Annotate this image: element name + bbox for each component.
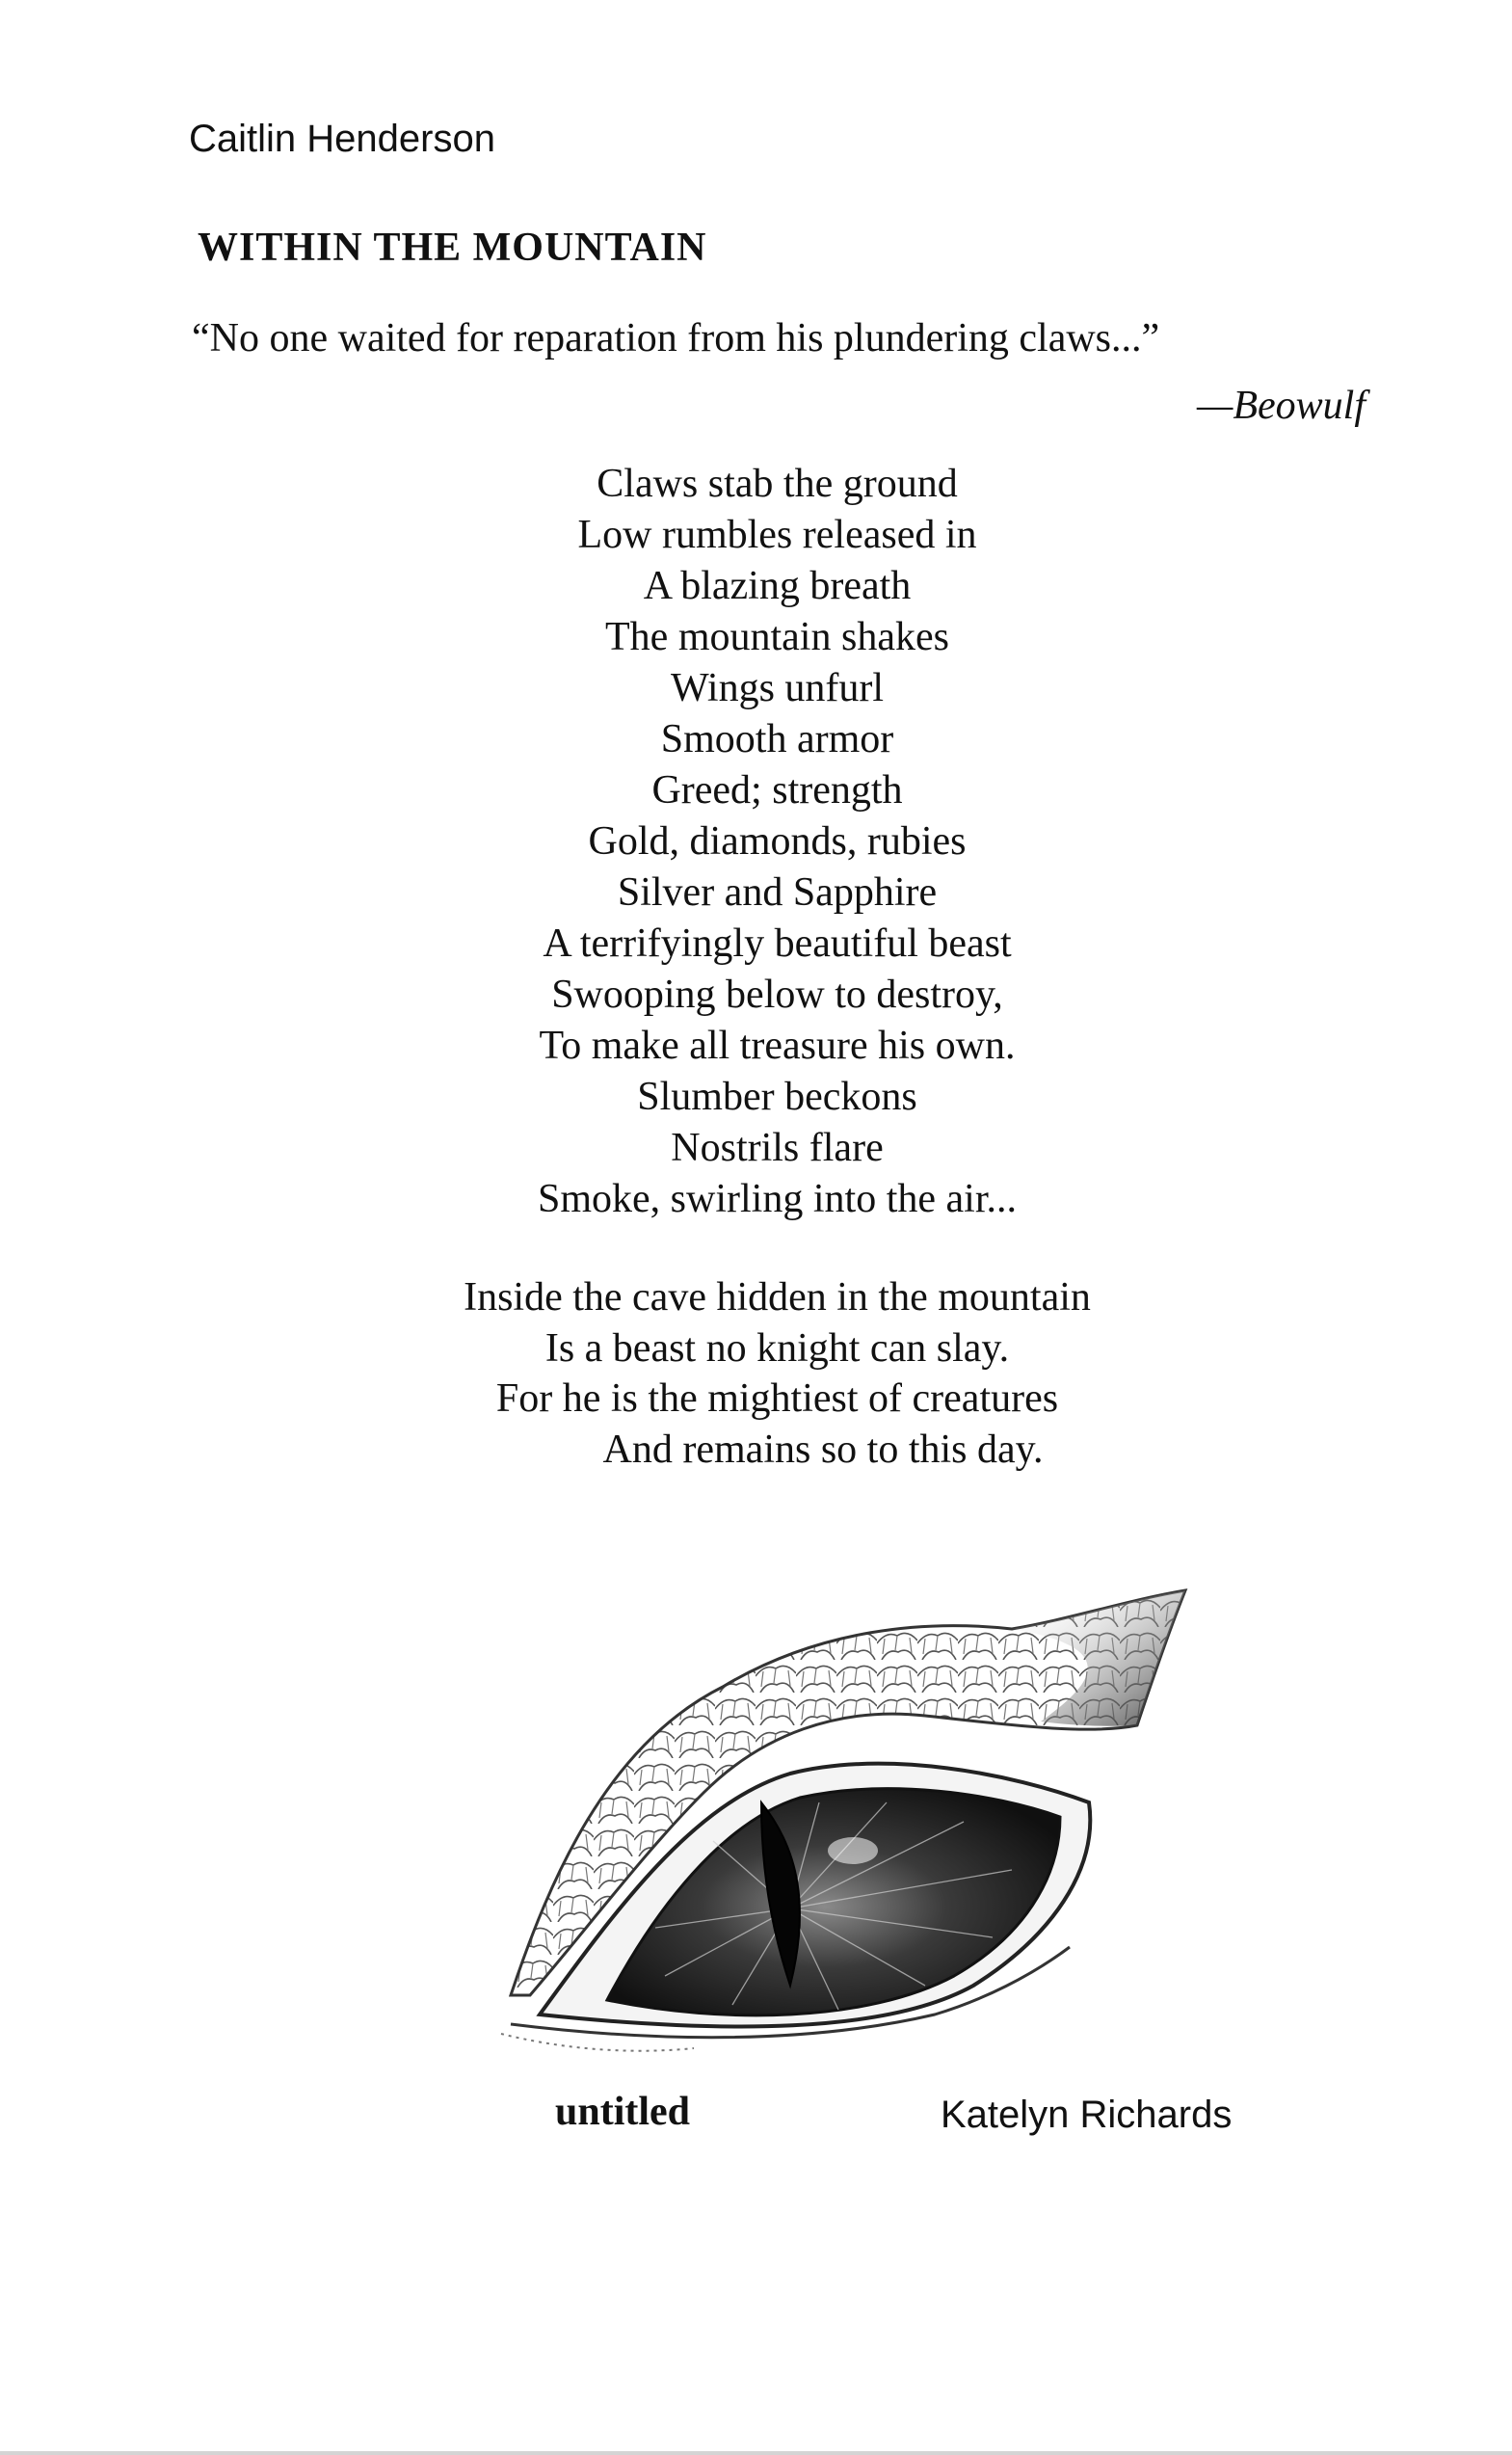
poem-stanza-2 — [0, 1272, 1512, 1475]
poem-line: The mountain shakes — [605, 615, 949, 659]
poem-line: Nostrils flare — [671, 1126, 884, 1170]
poem-title: WITHIN THE MOUNTAIN — [198, 226, 707, 270]
poem-line: Smooth armor — [660, 717, 894, 761]
poem-line: Is a beast no knight can slay. — [544, 1325, 1010, 1371]
poem-line: Swooping below to destroy, — [551, 973, 1003, 1017]
poem-line: And remains so to this day. — [602, 1427, 1044, 1472]
author-name: Caitlin Henderson — [189, 118, 495, 160]
epigraph-source: —Beowulf — [1197, 384, 1366, 428]
epigraph-quote: “No one waited for reparation from his plundering claws...” — [192, 316, 1160, 360]
poem-line: Inside the cave hidden in the mountain — [464, 1275, 1091, 1320]
poem-line: Slumber beckons — [637, 1075, 917, 1119]
poem-line: To make all treasure his own. — [539, 1024, 1016, 1068]
poem-line: Low rumbles released in — [577, 513, 977, 557]
poem-stanza-1 — [0, 459, 1512, 1225]
poem-line: Wings unfurl — [670, 666, 885, 710]
artwork-title: untitled — [555, 2090, 691, 2134]
poem-line: Greed; strength — [651, 768, 903, 813]
poem-line: Smoke, swirling into the air... — [538, 1177, 1017, 1221]
page-bottom-edge — [0, 2451, 1512, 2455]
poem-line: For he is the mightiest of creatures — [495, 1376, 1059, 1421]
artist-name: Katelyn Richards — [941, 2094, 1233, 2136]
poem-line: Gold, diamonds, rubies — [588, 819, 967, 864]
poem-line: Claws stab the ground — [597, 462, 958, 506]
poem-line: A terrifyingly beautiful beast — [543, 921, 1012, 966]
dragon-eye-illustration — [472, 1561, 1205, 2063]
poem-line: A blazing breath — [643, 564, 912, 608]
poem-line: Silver and Sapphire — [617, 870, 938, 915]
